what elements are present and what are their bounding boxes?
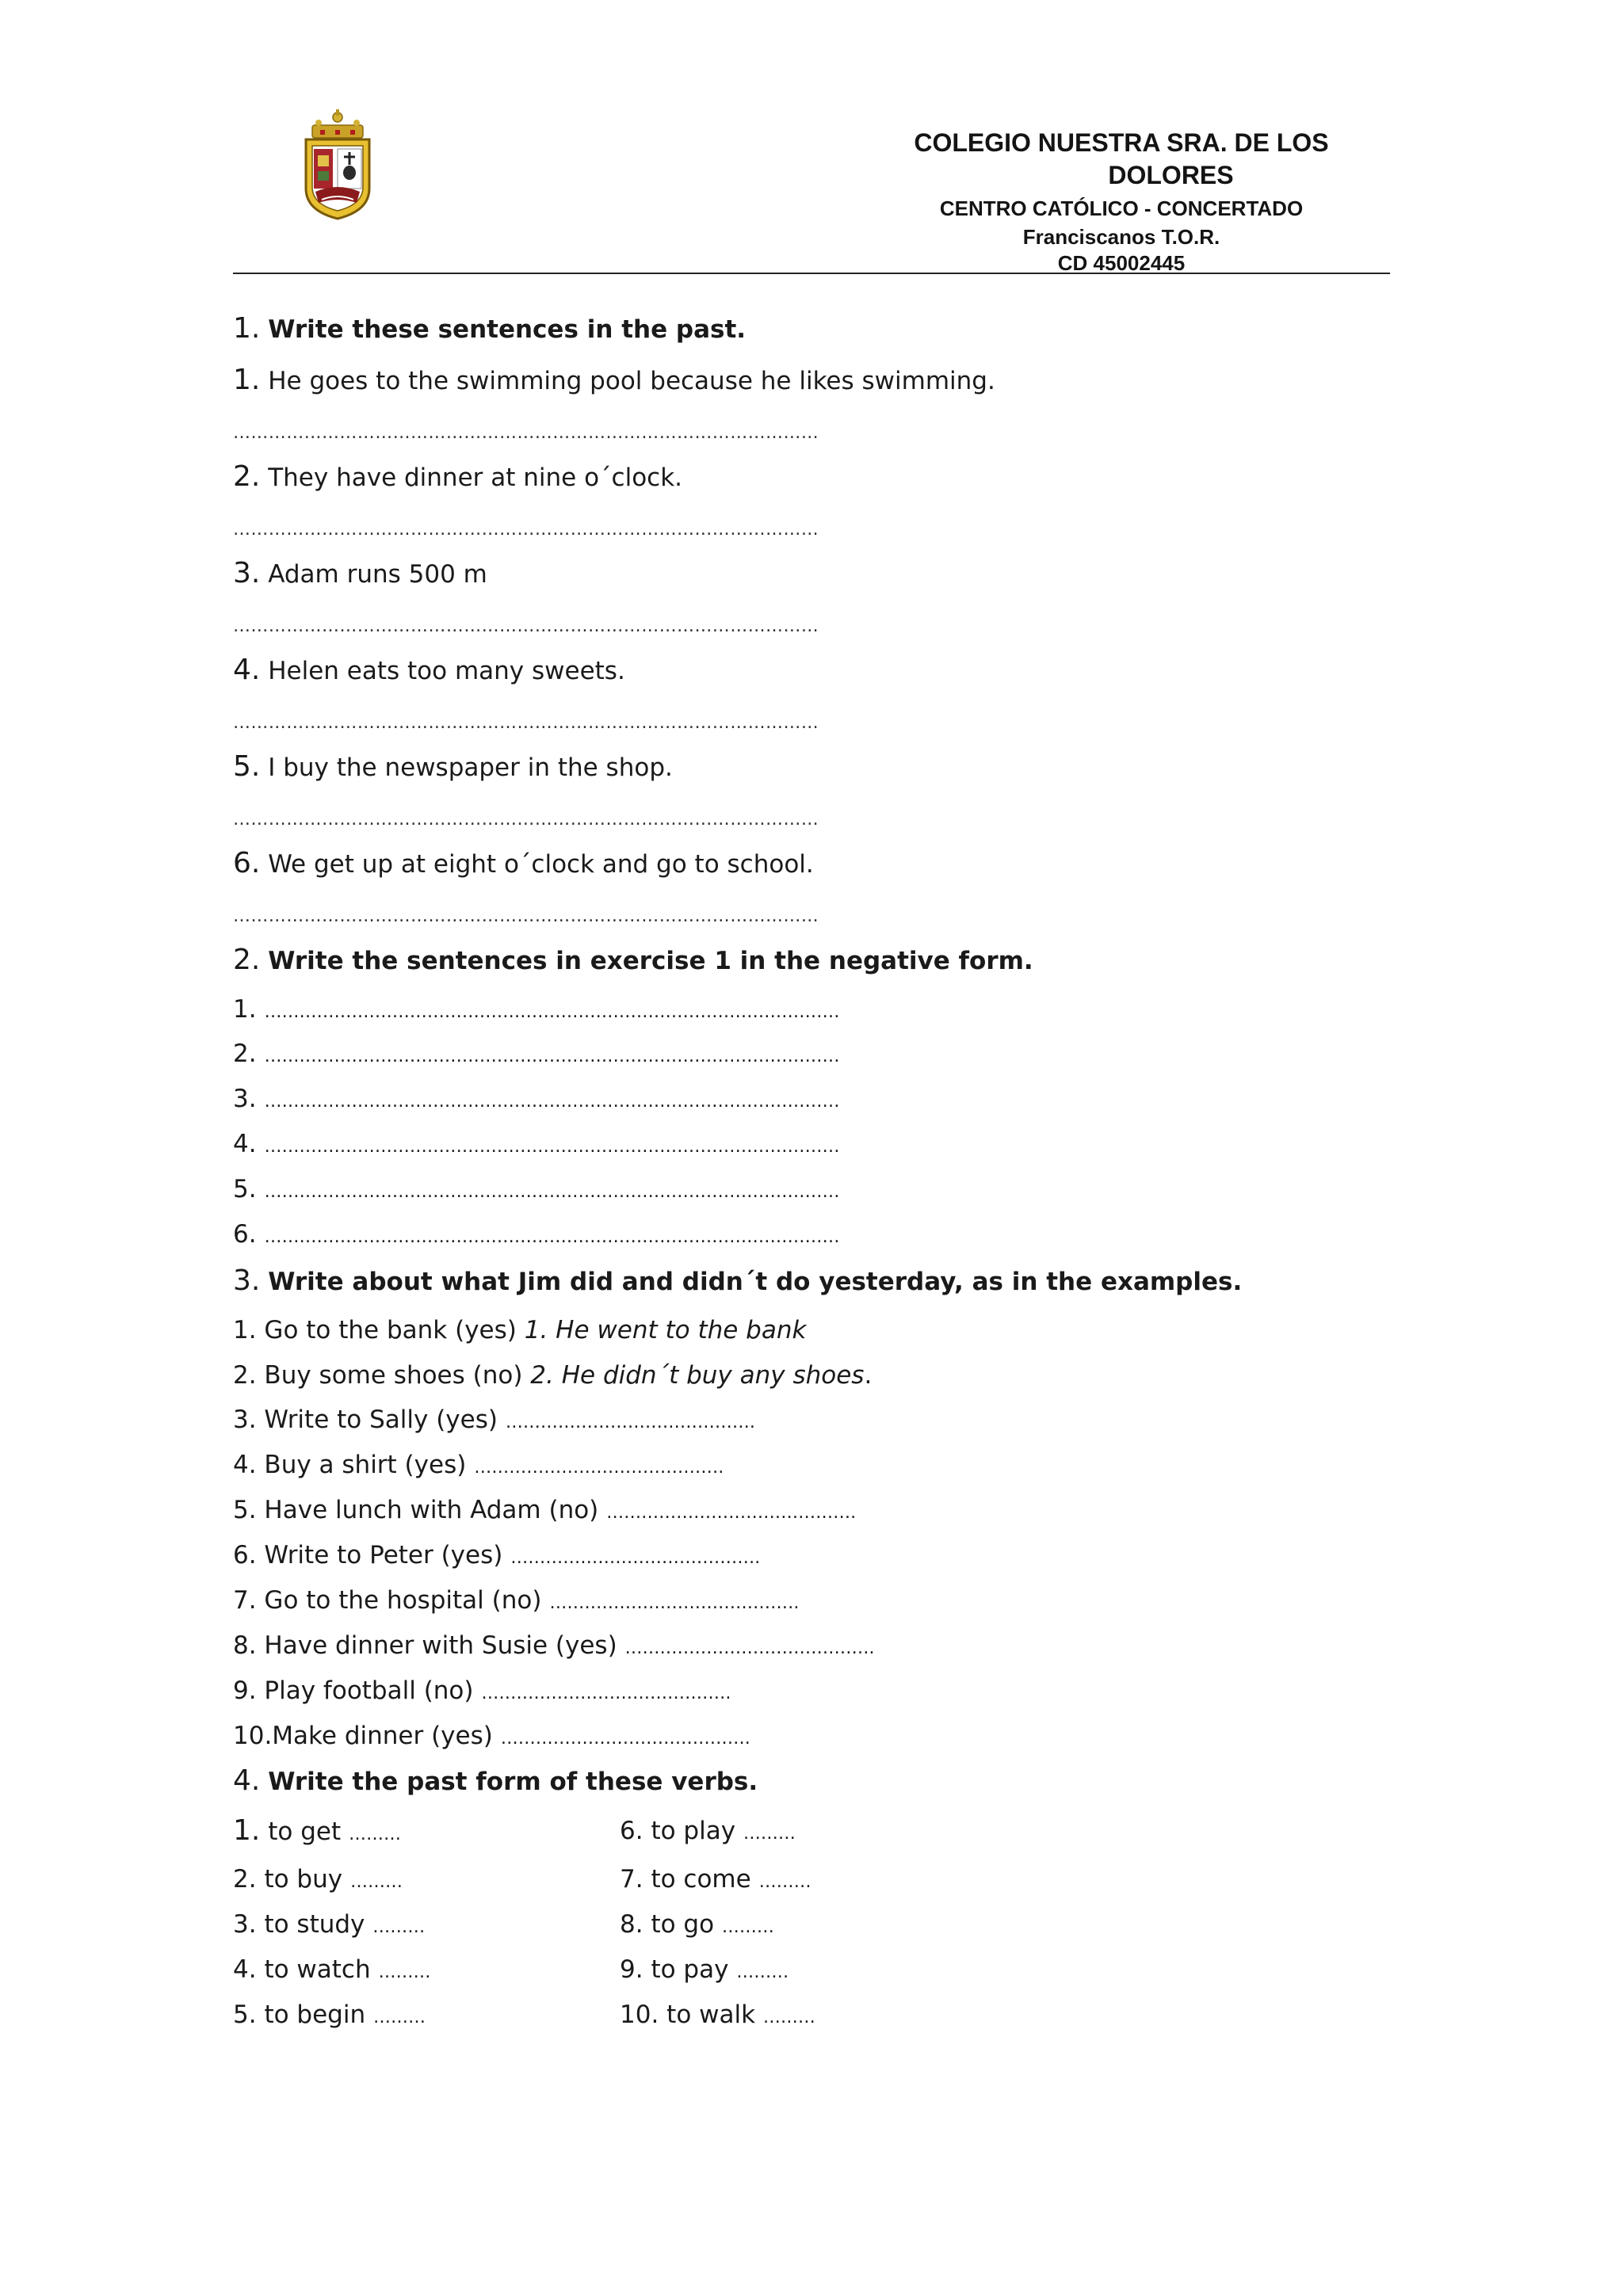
verb-item <box>620 1954 789 1989</box>
exercise-number: 2. <box>233 944 261 976</box>
item-prompt: 3. Write to Sally (yes) <box>233 1405 506 1434</box>
verb: to study <box>264 1910 365 1939</box>
answer-line[interactable]: ……………………………………………………………………………………… <box>233 616 819 636</box>
answer-line[interactable]: ……………………………………. <box>481 1684 731 1703</box>
verb: to play <box>651 1817 736 1845</box>
verb-item <box>620 1863 812 1898</box>
item-number: 1. <box>233 995 257 1024</box>
example-row: 2. Buy some shoes (no) 2. He didn´t buy any shoes. <box>233 1361 873 1390</box>
exercise-1-item <box>233 848 814 880</box>
answer-blank[interactable]: ……… <box>743 1824 796 1844</box>
item-prompt: 4. Buy a shirt (yes) <box>233 1451 475 1479</box>
jim-item <box>233 1404 755 1439</box>
verb-item <box>233 1815 401 1851</box>
verb-item <box>233 1954 430 1989</box>
answer-line[interactable]: ……………………………………. <box>624 1638 875 1658</box>
item-text: He goes to the swimming pool because he likes swimming. <box>268 367 995 395</box>
exercise-3-heading <box>233 1265 1242 1298</box>
item-prompt: 8. Have dinner with Susie (yes) <box>233 1631 625 1660</box>
item-number: 1. <box>233 1814 261 1847</box>
answer-line[interactable]: ……………………………………………………………………………………… <box>264 1182 840 1202</box>
school-subtitle: CENTRO CATÓLICO - CONCERTADO <box>939 196 1304 220</box>
exercise-2-heading <box>233 944 1033 977</box>
answer-line[interactable]: ……………………………………………………………………………………… <box>264 1227 840 1247</box>
answer-blank[interactable]: ……… <box>736 1962 789 1982</box>
header-divider <box>233 273 1390 274</box>
item-number: 3. <box>233 1085 257 1113</box>
answer-line[interactable]: ……………………………………………………………………………………… <box>233 810 819 830</box>
item-prompt: 7. Go to the hospital (no) <box>233 1586 550 1615</box>
answer-line[interactable]: ……………………………………………………………………………………… <box>233 906 819 926</box>
negative-answer-row <box>233 1083 839 1118</box>
exercise-instruction: Write the sentences in exercise 1 in the negative form. <box>268 947 1033 975</box>
answer-line[interactable]: ……………………………………………………………………………………… <box>264 1092 840 1112</box>
answer-line[interactable]: ……………………………………………………………………………………… <box>233 713 819 733</box>
item-number: 6. <box>233 847 261 879</box>
item-number: 5. <box>233 1175 257 1203</box>
item-number: 9. <box>620 1955 643 1984</box>
exercise-1-item <box>233 461 682 494</box>
item-number: 2. <box>233 460 261 493</box>
verb-item <box>233 1909 425 1943</box>
item-text: They have dinner at nine o´clock. <box>268 463 683 492</box>
item-number: 2. <box>233 1039 257 1068</box>
exercise-instruction: Write about what Jim did and didn´t do yesterday <box>268 1268 955 1296</box>
answer-line[interactable]: ……………………………………. <box>474 1458 724 1478</box>
answer-line[interactable]: ……………………………………. <box>505 1413 755 1432</box>
example-answer: 1. He went to the bank <box>524 1316 807 1344</box>
item-text: Helen eats too many sweets. <box>268 657 625 685</box>
answer-line[interactable]: ……………………………………………………………………………………… <box>233 423 819 443</box>
item-number: 3. <box>233 1910 257 1939</box>
verb: to go <box>651 1910 715 1939</box>
exercise-1-item <box>233 654 625 687</box>
item-number: 6. <box>233 1220 257 1249</box>
exercise-1-heading <box>233 313 746 345</box>
school-header <box>868 127 1375 275</box>
example-prompt: 1. Go to the bank (yes) <box>233 1316 525 1344</box>
item-text: I buy the newspaper in the shop. <box>268 753 673 782</box>
item-prompt: 6. Write to Peter (yes) <box>233 1541 511 1569</box>
answer-line[interactable]: ……………………………………………………………………………………… <box>264 1047 840 1066</box>
negative-answer-row <box>233 1038 839 1073</box>
answer-line[interactable]: ……………………………………. <box>549 1593 800 1613</box>
verb: to buy <box>264 1865 343 1894</box>
negative-answer-row <box>233 1219 839 1253</box>
item-number: 5. <box>233 2000 257 2029</box>
item-number: 7. <box>620 1865 643 1894</box>
exercise-instruction: Write the past form of these verbs. <box>268 1768 758 1796</box>
verb: to get <box>268 1817 342 1846</box>
answer-blank[interactable]: ……… <box>762 2008 815 2027</box>
item-number: 4. <box>233 1130 257 1158</box>
verb: to begin <box>264 2000 366 2029</box>
jim-item <box>233 1494 856 1529</box>
jim-item <box>233 1449 724 1484</box>
school-crest-logo <box>301 109 374 222</box>
answer-line[interactable]: ……………………………………………………………………………………… <box>264 1137 840 1157</box>
verb: to walk <box>666 2000 756 2029</box>
verb: to pay <box>651 1955 729 1984</box>
jim-item <box>233 1630 875 1665</box>
answer-blank[interactable]: ……… <box>372 2008 426 2027</box>
answer-line[interactable]: ……………………………………. <box>510 1548 761 1568</box>
item-number: 4. <box>233 1955 257 1984</box>
exercise-instruction-rest: , as in the examples. <box>954 1268 1243 1296</box>
item-number: 2. <box>233 1865 257 1894</box>
example-row <box>233 1314 806 1346</box>
item-prompt: 9. Play football (no) <box>233 1676 482 1705</box>
exercise-number: 4. <box>233 1764 261 1797</box>
jim-item <box>233 1720 750 1755</box>
item-number: 5. <box>233 750 261 783</box>
verb-item <box>620 1815 796 1850</box>
item-number: 4. <box>233 654 261 686</box>
item-prompt: 10.Make dinner (yes) <box>233 1722 501 1750</box>
item-text: Adam runs 500 m <box>268 560 487 589</box>
exercise-1-item <box>233 558 487 590</box>
negative-answer-row <box>233 1128 839 1163</box>
jim-item <box>233 1675 731 1710</box>
verb-item <box>233 1999 426 2034</box>
answer-line[interactable]: ……………………………………………………………………………………… <box>264 1002 840 1022</box>
item-number: 8. <box>620 1910 643 1939</box>
school-code: CD 45002445 <box>1057 251 1186 275</box>
school-name <box>868 127 1375 192</box>
answer-blank[interactable]: ……… <box>348 1825 401 1844</box>
answer-blank[interactable]: ……… <box>721 1917 774 1937</box>
negative-answer-row <box>233 1173 839 1208</box>
school-order: Franciscanos T.O.R. <box>1022 225 1220 249</box>
answer-blank[interactable]: ……… <box>758 1872 812 1892</box>
answer-blank[interactable]: ……… <box>372 1917 426 1937</box>
verb-item <box>620 1909 774 1943</box>
exercise-1-item <box>233 751 673 784</box>
school-name-line2: DOLORES <box>1108 161 1234 189</box>
negative-answer-row <box>233 994 839 1028</box>
answer-line[interactable]: ……………………………………. <box>606 1503 857 1523</box>
school-name-line1: COLEGIO NUESTRA SRA. DE LOS <box>914 128 1329 157</box>
answer-line[interactable]: ……………………………………. <box>500 1729 750 1749</box>
item-number: 10. <box>620 2000 659 2029</box>
verb-item <box>620 1999 815 2034</box>
exercise-4-heading <box>233 1765 758 1798</box>
item-number: 6. <box>620 1817 643 1845</box>
answer-blank[interactable]: ……… <box>378 1962 431 1982</box>
item-number: 1. <box>233 364 261 396</box>
jim-item <box>233 1539 760 1574</box>
answer-line[interactable]: ……………………………………………………………………………………… <box>233 520 819 540</box>
example-prompt: 2. Buy some shoes (no) <box>233 1361 531 1390</box>
item-text: We get up at eight o´clock and go to school. <box>268 850 814 879</box>
verb: to watch <box>264 1955 371 1984</box>
item-number: 3. <box>233 557 261 589</box>
exercise-instruction: Write these sentences in the past. <box>268 315 747 344</box>
answer-blank[interactable]: ……… <box>349 1872 403 1892</box>
verb-item <box>233 1863 403 1898</box>
jim-item <box>233 1585 799 1619</box>
exercise-number: 3. <box>233 1264 261 1297</box>
verb: to come <box>651 1865 751 1894</box>
item-prompt: 5. Have lunch with Adam (no) <box>233 1496 607 1524</box>
exercise-1-item <box>233 364 995 397</box>
example-answer: 2. He didn´t buy any shoes <box>530 1361 865 1390</box>
exercise-number: 1. <box>233 312 261 345</box>
